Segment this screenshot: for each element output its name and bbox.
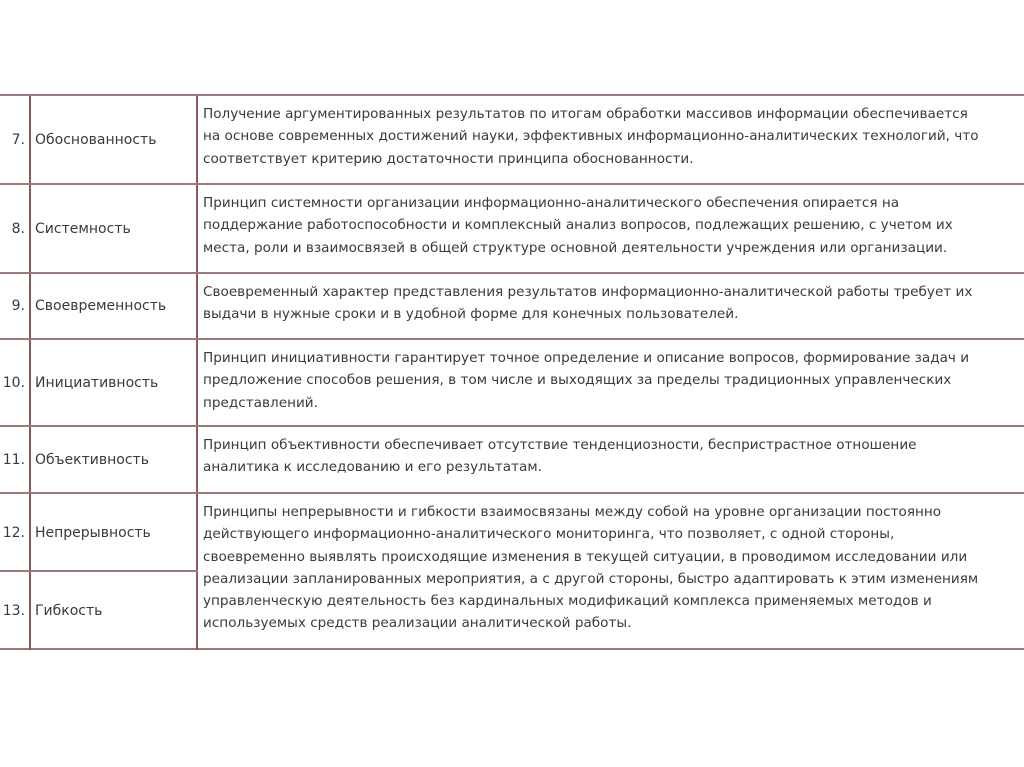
principle-name: Гибкость (31, 572, 198, 650)
row-number: 12. (0, 494, 31, 572)
merged-item (0, 572, 198, 650)
principle-description (200, 340, 1024, 414)
table-row (0, 183, 1024, 272)
principles-table (0, 94, 1024, 650)
principle-description (200, 185, 1024, 259)
principle-name: Своевременность (31, 274, 198, 338)
row-number: 13. (0, 572, 31, 650)
principle-name: Непрерывность (31, 494, 198, 572)
description-line: используемых средств реализации аналитической работы. (203, 615, 632, 632)
description-line: поддержание работоспособности и комплексный анализ вопросов, подлежащих решению, с учетом их (203, 217, 953, 234)
principle-description (200, 96, 1024, 170)
principle-name: Объективность (31, 427, 198, 492)
principle-name: Системность (31, 185, 198, 272)
description-line: предложение способов решения, в том числе и выходящих за пределы традиционных управленческих (203, 372, 952, 389)
description-line: Получение аргументированных результатов по итогам обработки массивов информации обеспечивается (203, 106, 968, 122)
principle-description (200, 494, 1024, 635)
description-line: Принцип объективности обеспечивает отсутствие тенденциозности, беспристрастное отношение (203, 437, 917, 453)
description-line: аналитика к исследованию и его результатам. (203, 459, 542, 476)
description-line: на основе современных достижений науки, эффективных информационно-аналитических технологий, что (203, 128, 979, 145)
row-number: 8. (0, 185, 31, 272)
description-line: Принципы непрерывности и гибкости взаимосвязаны между собой на уровне организации постоянно (203, 504, 942, 520)
table-row (0, 338, 1024, 425)
table-row (0, 94, 1024, 183)
row-number: 7. (0, 96, 31, 183)
description-line: действующего информационно-аналитического мониторинга, что позволяет, с одной стороны, (203, 526, 895, 543)
principle-name: Обоснованность (31, 96, 198, 183)
principle-name: Инициативность (31, 340, 198, 425)
description-line: выдачи в нужные сроки и в удобной форме для конечных пользователей. (203, 306, 739, 323)
row-number: 10. (0, 340, 31, 425)
principle-description (200, 427, 1024, 479)
table-row-merged (0, 492, 1024, 650)
description-line: представлений. (203, 394, 318, 411)
description-line: управленческую деятельность без кардинальных модификаций комплекса применяемых методов и (203, 593, 932, 610)
table-row (0, 272, 1024, 338)
description-line: своевременно выявлять происходящие изменения в текущей ситуации, в проводимом исследовании или (203, 548, 968, 565)
row-number: 11. (0, 427, 31, 492)
row-number: 9. (0, 274, 31, 338)
principle-description (200, 274, 1024, 326)
merged-item (0, 494, 198, 572)
description-line: места, роли и взаимосвязей в общей структуре основной деятельности учреждения или организации. (203, 239, 948, 256)
description-line: Своевременный характер представления результатов информационно-аналитической работы требует их (203, 284, 973, 300)
table-row (0, 425, 1024, 492)
description-line: Принцип инициативности гарантирует точное определение и описание вопросов, формирование задач и (203, 350, 970, 366)
description-line: соответствует критерию достаточности принципа обоснованности. (203, 150, 694, 167)
description-line: Принцип системности организации информационно-аналитического обеспечения опирается на (203, 195, 900, 211)
description-line: реализации запланированных мероприятия, а с другой стороны, быстро адаптировать к этим изменениям (203, 570, 979, 587)
